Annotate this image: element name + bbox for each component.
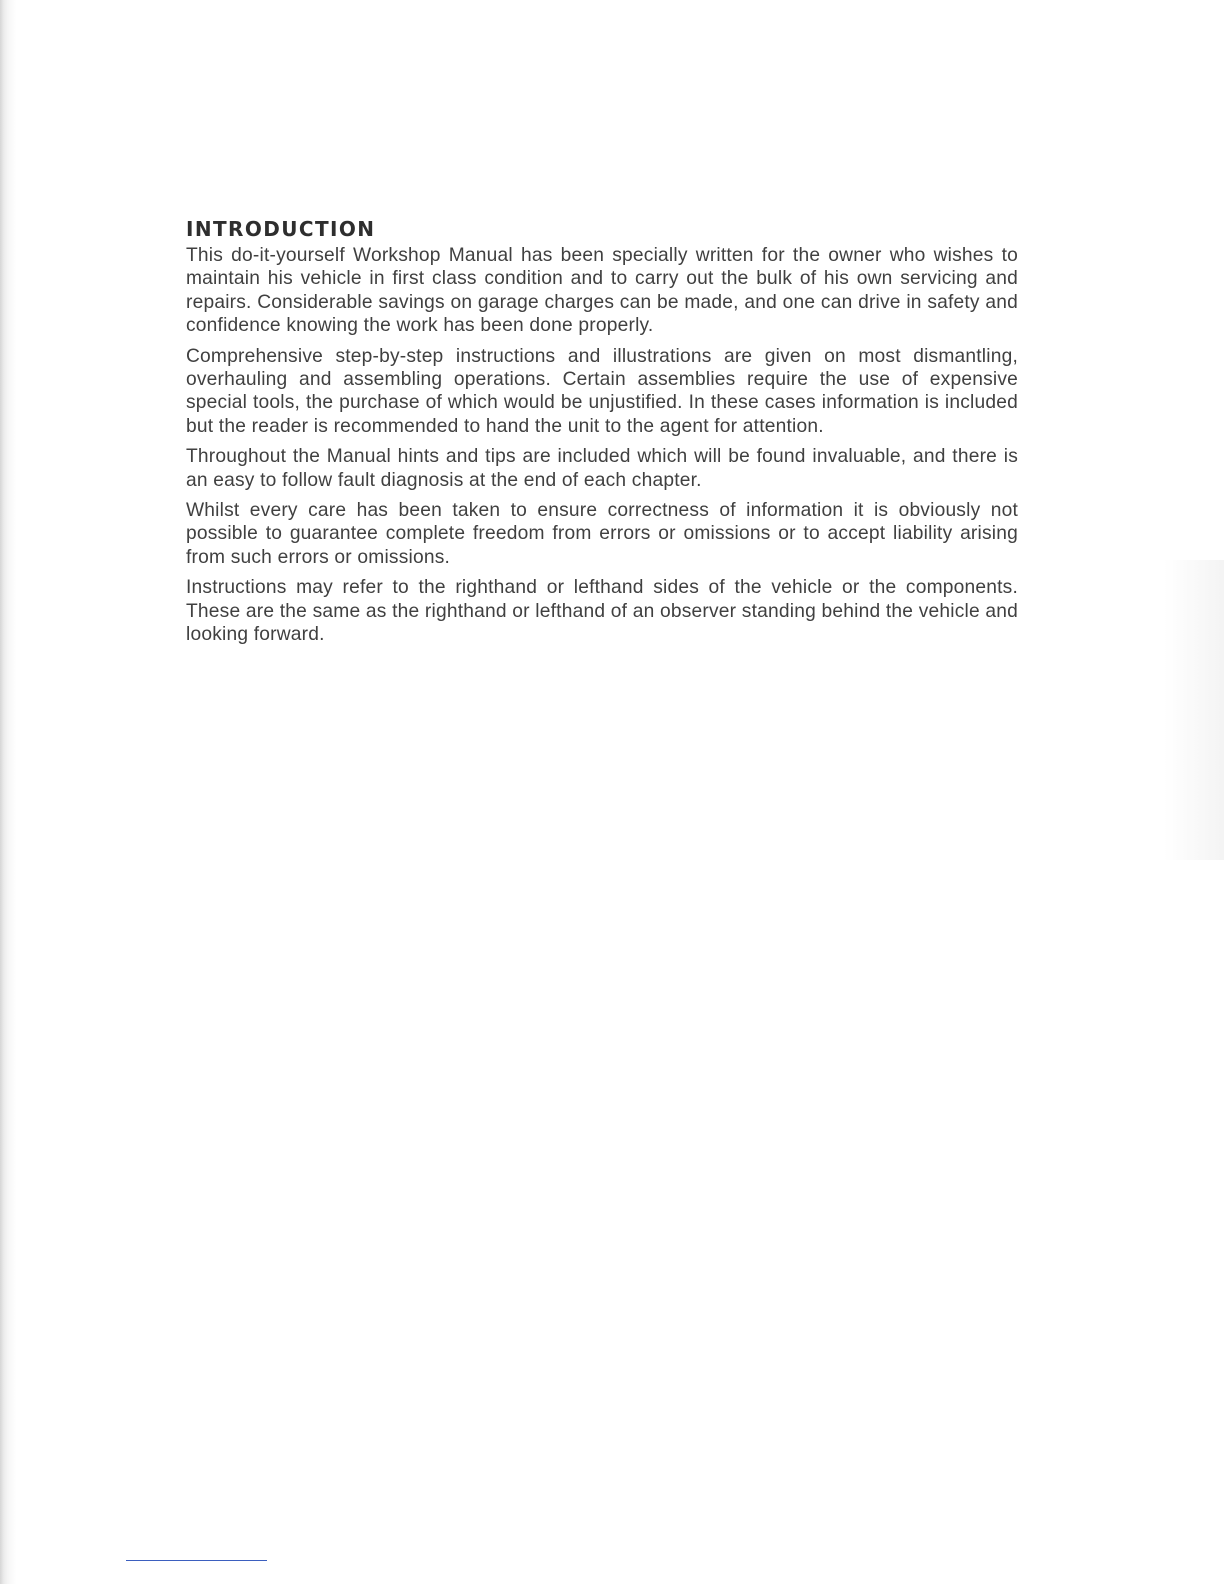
section-title: INTRODUCTION bbox=[186, 217, 376, 241]
binding-edge bbox=[0, 0, 16, 1584]
scan-shade bbox=[1164, 560, 1224, 860]
paragraph-orientation: Instructions may refer to the righthand or lefthand sides of the vehicle or the components. These are the same as the righthand or lefthand of an observer standing behind the vehicle and looking forward. bbox=[186, 577, 1018, 646]
paragraph-hints: Throughout the Manual hints and tips are included which will be found invaluable, and there is an easy to follow fault diagnosis at the end of each chapter. bbox=[186, 446, 1018, 491]
paragraph-purpose: This do-it-yourself Workshop Manual has been specially written for the owner who wishes to maintain his vehicle in first class condition and to carry out the bulk of his own servicing and repairs. Considerable savings on garage charges can be made, and one can drive in safety and confidence knowing the work has been done properly. bbox=[186, 245, 1018, 337]
paragraph-instructions: Comprehensive step-by-step instructions and illustrations are given on most dismantling, overhauling and assembling operations. Certain assemblies require the use of expensive special tools, the purchase of which would be unjustified. In these cases information is included but the reader is recommended to hand the unit to the agent for attention. bbox=[186, 345, 1018, 437]
footer-rule bbox=[126, 1560, 267, 1561]
paragraph-disclaimer: Whilst every care has been taken to ensure correctness of information it is obviously not possible to guarantee complete freedom from errors or omissions or to accept liability arising from such errors or omissions. bbox=[186, 500, 1018, 568]
introduction-section bbox=[186, 216, 1018, 654]
